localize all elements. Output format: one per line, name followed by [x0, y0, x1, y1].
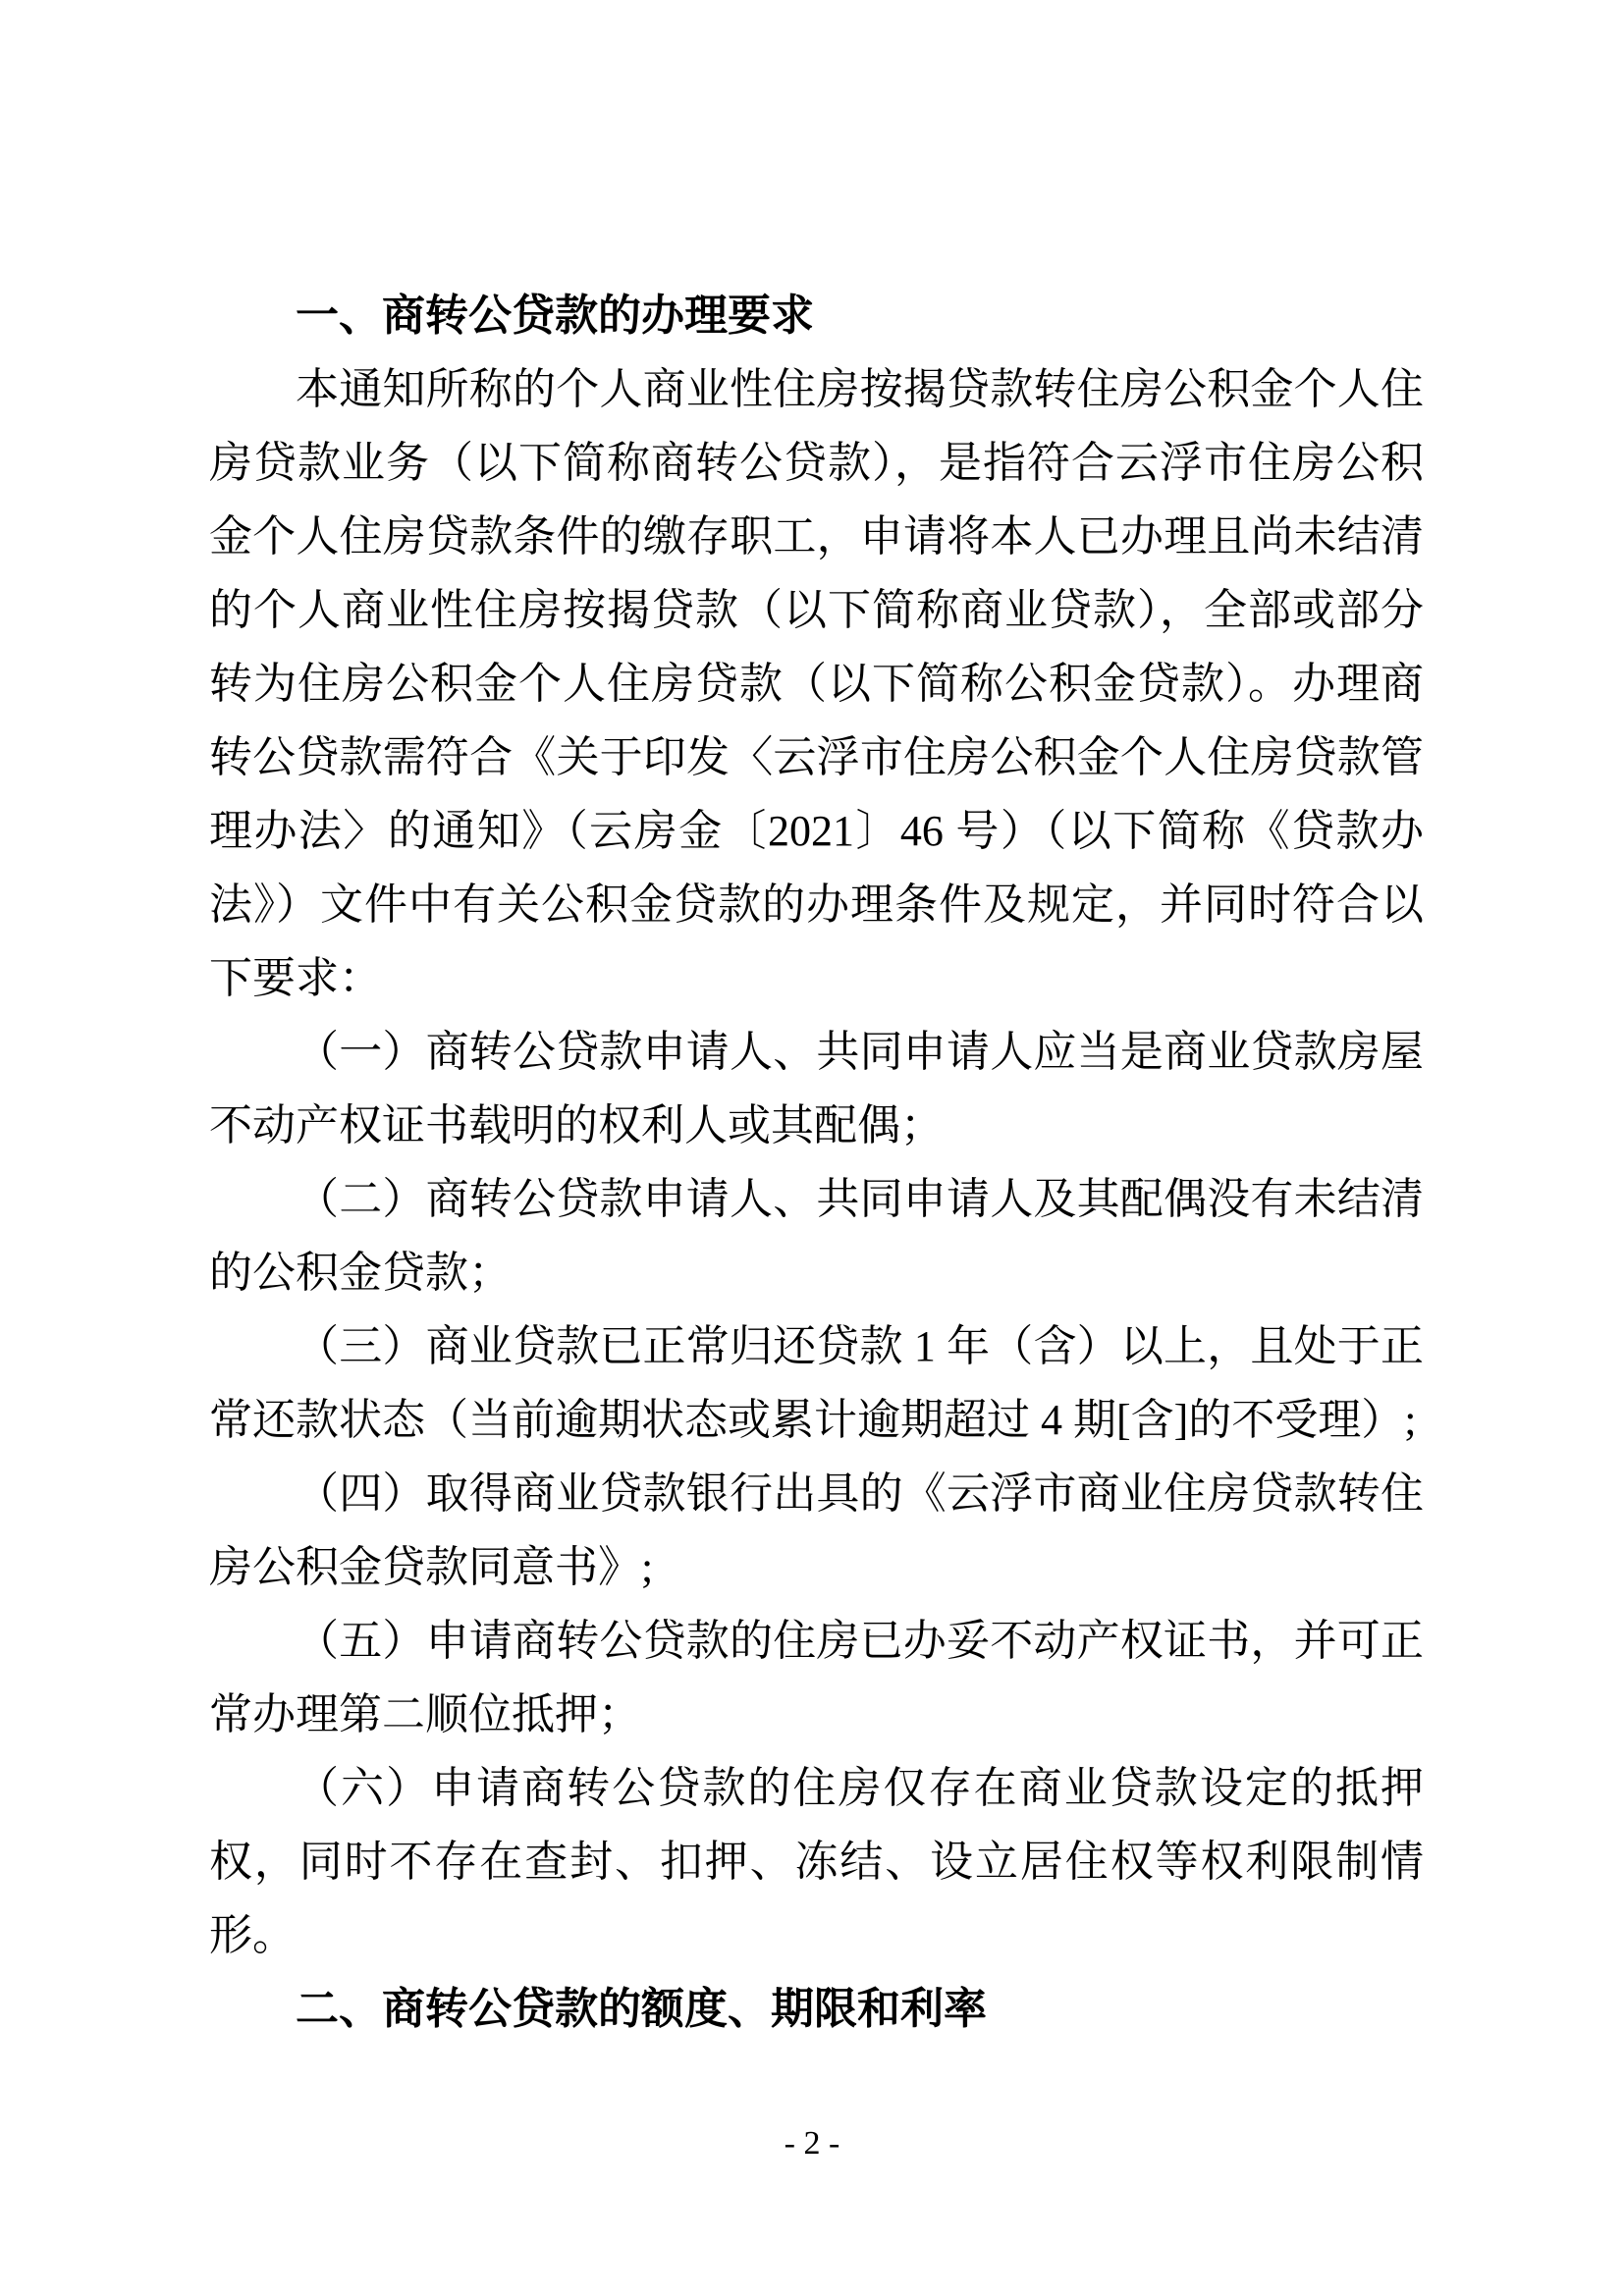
section-heading-2: 二、商转公贷款的额度、期限和利率 [296, 1985, 987, 2033]
page-number: - 2 - [784, 2125, 840, 2162]
section-heading-1: 一、商转公贷款的办理要求 [296, 292, 814, 340]
list-item-2: （二）商转公贷款申请人、共同申请人及其配偶没有未结清的公积金贷款； [209, 1175, 1424, 1297]
list-item-4: （四）取得商业贷款银行出具的《云浮市商业住房贷款转住房公积金贷款同意书》; [209, 1469, 1424, 1591]
paragraph-intro: 本通知所称的个人商业性住房按揭贷款转住房公积金个人住房贷款业务（以下简称商转公贷款），是指符合云浮市住房公积金个人住房贷款条件的缴存职工，申请将本人已办理且尚未结清的个人商业性住房按揭贷款（以下简称商业贷款），全部或部分转为住房公积金个人住房贷款（以下简称公积金贷款）。办理商转公贷款需符合《关于印发〈云浮市住房公积金个人住房贷款管理办法〉的通知》（云房金〔2021〕46 号）（以下简称《贷款办法》）文件中有关公积金贷款的办理条件及规定，并同时符合以下要求： [209, 365, 1424, 1002]
list-item-5: （五）申请商转公贷款的住房已办妥不动产权证书，并可正常办理第二顺位抵押； [209, 1617, 1424, 1738]
list-item-1: （一）商转公贷款申请人、共同申请人应当是商业贷款房屋不动产权证书载明的权利人或其配偶； [209, 1028, 1424, 1149]
list-item-6: （六）申请商转公贷款的住房仅存在商业贷款设定的抵押权，同时不存在查封、扣押、冻结、设立居住权等权利限制情形。 [209, 1764, 1424, 1959]
document-body [209, 279, 1424, 2046]
list-item-3: （三）商业贷款已正常归还贷款 1 年（含）以上，且处于正常还款状态（当前逾期状态或累计逾期超过 4 期[含]的不受理）; [209, 1322, 1424, 1444]
